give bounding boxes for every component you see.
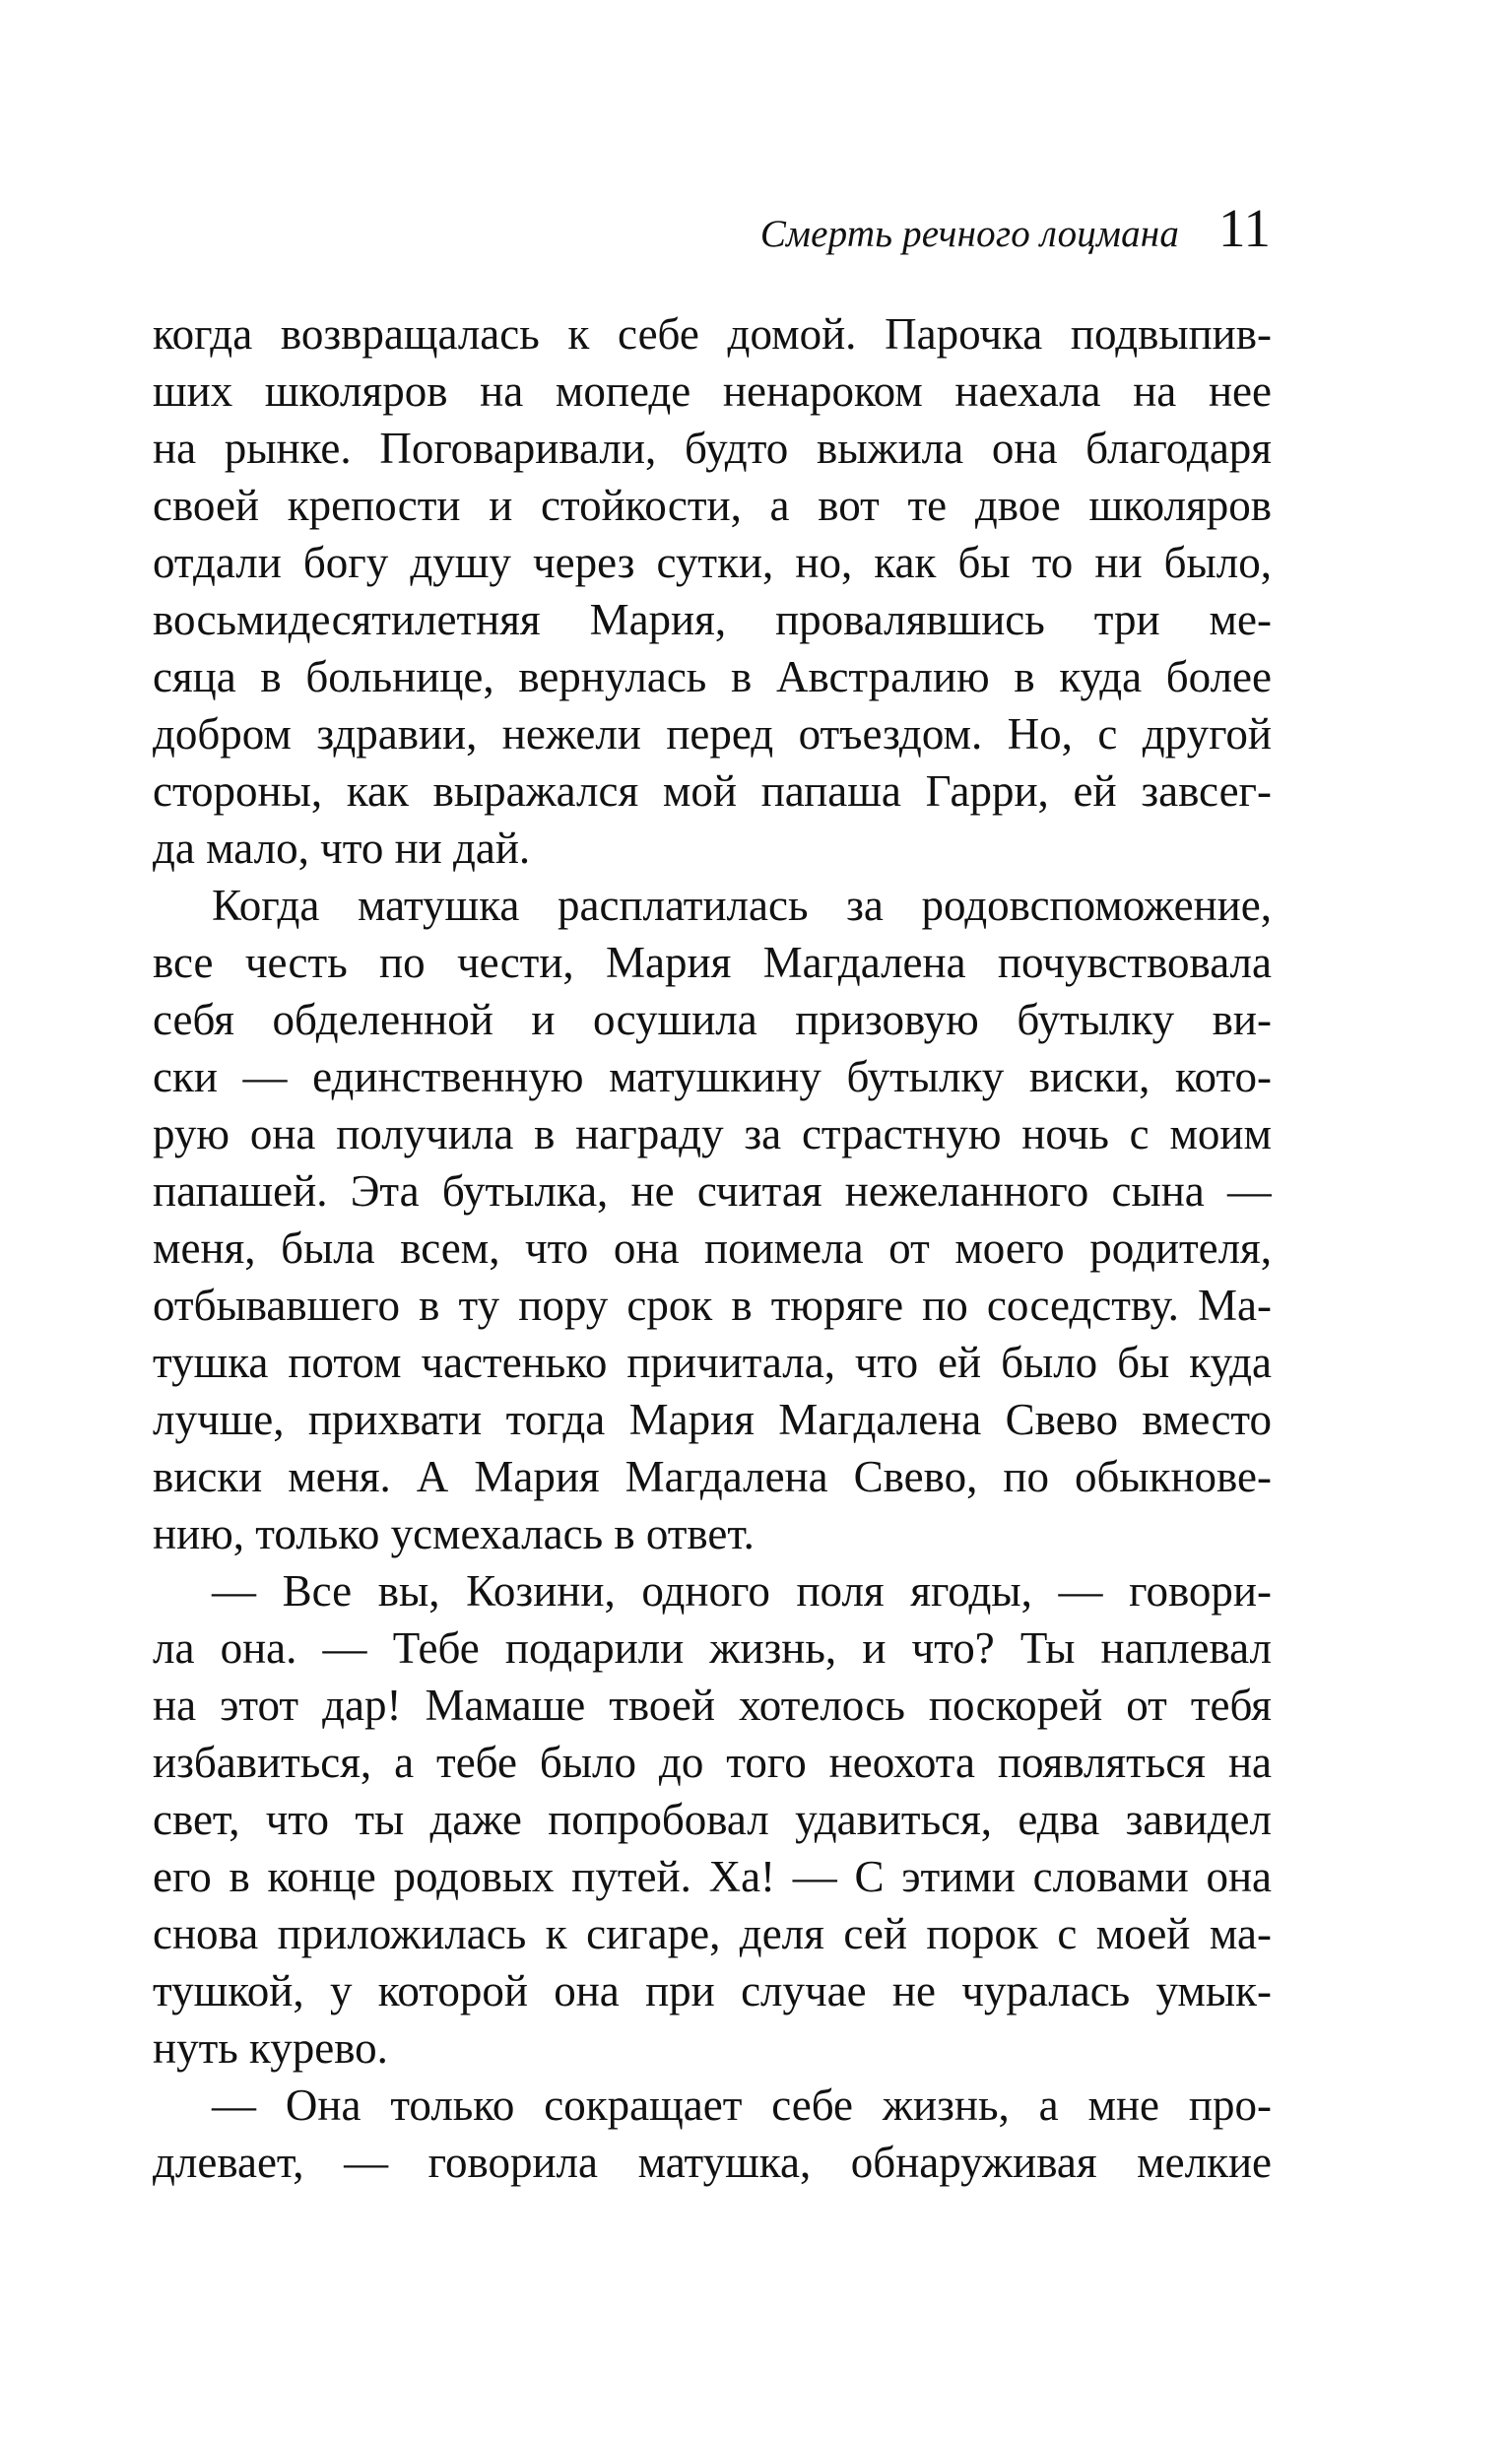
text-line: отдали богу душу через сутки, но, как бы то ни было,	[153, 538, 1272, 587]
paragraph-first-line: — Она только сокращает себе жизнь, а мне про-	[212, 2080, 1272, 2130]
text-line: меня, была всем, что она поимела от моего родителя,	[153, 1223, 1272, 1273]
text-line: длевает, — говорила матушка, обнаруживая мелкие	[153, 2138, 1272, 2187]
body-text	[153, 305, 1272, 2191]
text-line: все честь по чести, Мария Магдалена почувствовала	[153, 938, 1272, 987]
paragraph-first-line: Когда матушка расплатилась за родовспоможение,	[212, 881, 1272, 930]
page-number: 11	[1218, 198, 1271, 258]
text-line: на рынке. Поговаривали, будто выжила она благодаря	[153, 424, 1272, 473]
text-line: когда возвращалась к себе домой. Парочка подвыпив-	[153, 309, 1272, 359]
text-line: да мало, что ни дай.	[153, 824, 531, 873]
text-line: рую она получила в награду за страстную ночь с моим	[153, 1109, 1272, 1158]
text-line: отбывавшего в ту пору срок в тюряге по соседству. Ма-	[153, 1281, 1272, 1330]
text-line: стороны, как выражался мой папаша Гарри, ей завсег-	[153, 766, 1272, 816]
text-line: восьмидесятилетняя Мария, провалявшись три ме-	[153, 595, 1272, 644]
text-line: ски — единственную матушкину бутылку виски, кото-	[153, 1052, 1272, 1101]
text-line: добром здравии, нежели перед отъездом. Но, с другой	[153, 709, 1272, 759]
text-line: тушкой, у которой она при случае не чуралась умык-	[153, 1966, 1272, 2015]
text-line: на этот дар! Мамаше твоей хотелось поскорей от тебя	[153, 1681, 1272, 1730]
text-line: сяца в больнице, вернулась в Австралию в куда более	[153, 652, 1272, 701]
running-head	[760, 197, 1271, 259]
text-line: лучше, прихвати тогда Мария Магдалена Свево вместо	[153, 1395, 1272, 1444]
text-line: папашей. Эта бутылка, не считая нежеланного сына —	[153, 1166, 1272, 1216]
text-line: свет, что ты даже попробовал удавиться, едва завидел	[153, 1795, 1272, 1844]
text-line: избавиться, а тебе было до того неохота появляться на	[153, 1738, 1272, 1787]
text-line: ших школяров на мопеде ненароком наехала на нее	[153, 366, 1272, 416]
text-line: себя обделенной и осушила призовую бутылку ви-	[153, 995, 1272, 1044]
text-line: своей крепости и стойкости, а вот те двое школяров	[153, 481, 1272, 530]
text-line: его в конце родовых путей. Ха! — С этими словами она	[153, 1852, 1272, 1901]
text-line: тушка потом частенько причитала, что ей было бы куда	[153, 1338, 1272, 1387]
text-line: снова приложилась к сигаре, деля сей порок с моей ма-	[153, 1909, 1272, 1958]
text-line: ла она. — Тебе подарили жизнь, и что? Ты наплевал	[153, 1623, 1272, 1673]
paragraph-first-line: — Все вы, Козини, одного поля ягоды, — говори-	[212, 1566, 1272, 1616]
running-title: Смерть речного лоцмана	[759, 213, 1180, 255]
text-line: нуть курево.	[153, 2023, 388, 2073]
text-line: нию, только усмехалась в ответ.	[153, 1509, 755, 1558]
text-line: виски меня. А Мария Магдалена Свево, по обыкнове-	[153, 1452, 1272, 1501]
